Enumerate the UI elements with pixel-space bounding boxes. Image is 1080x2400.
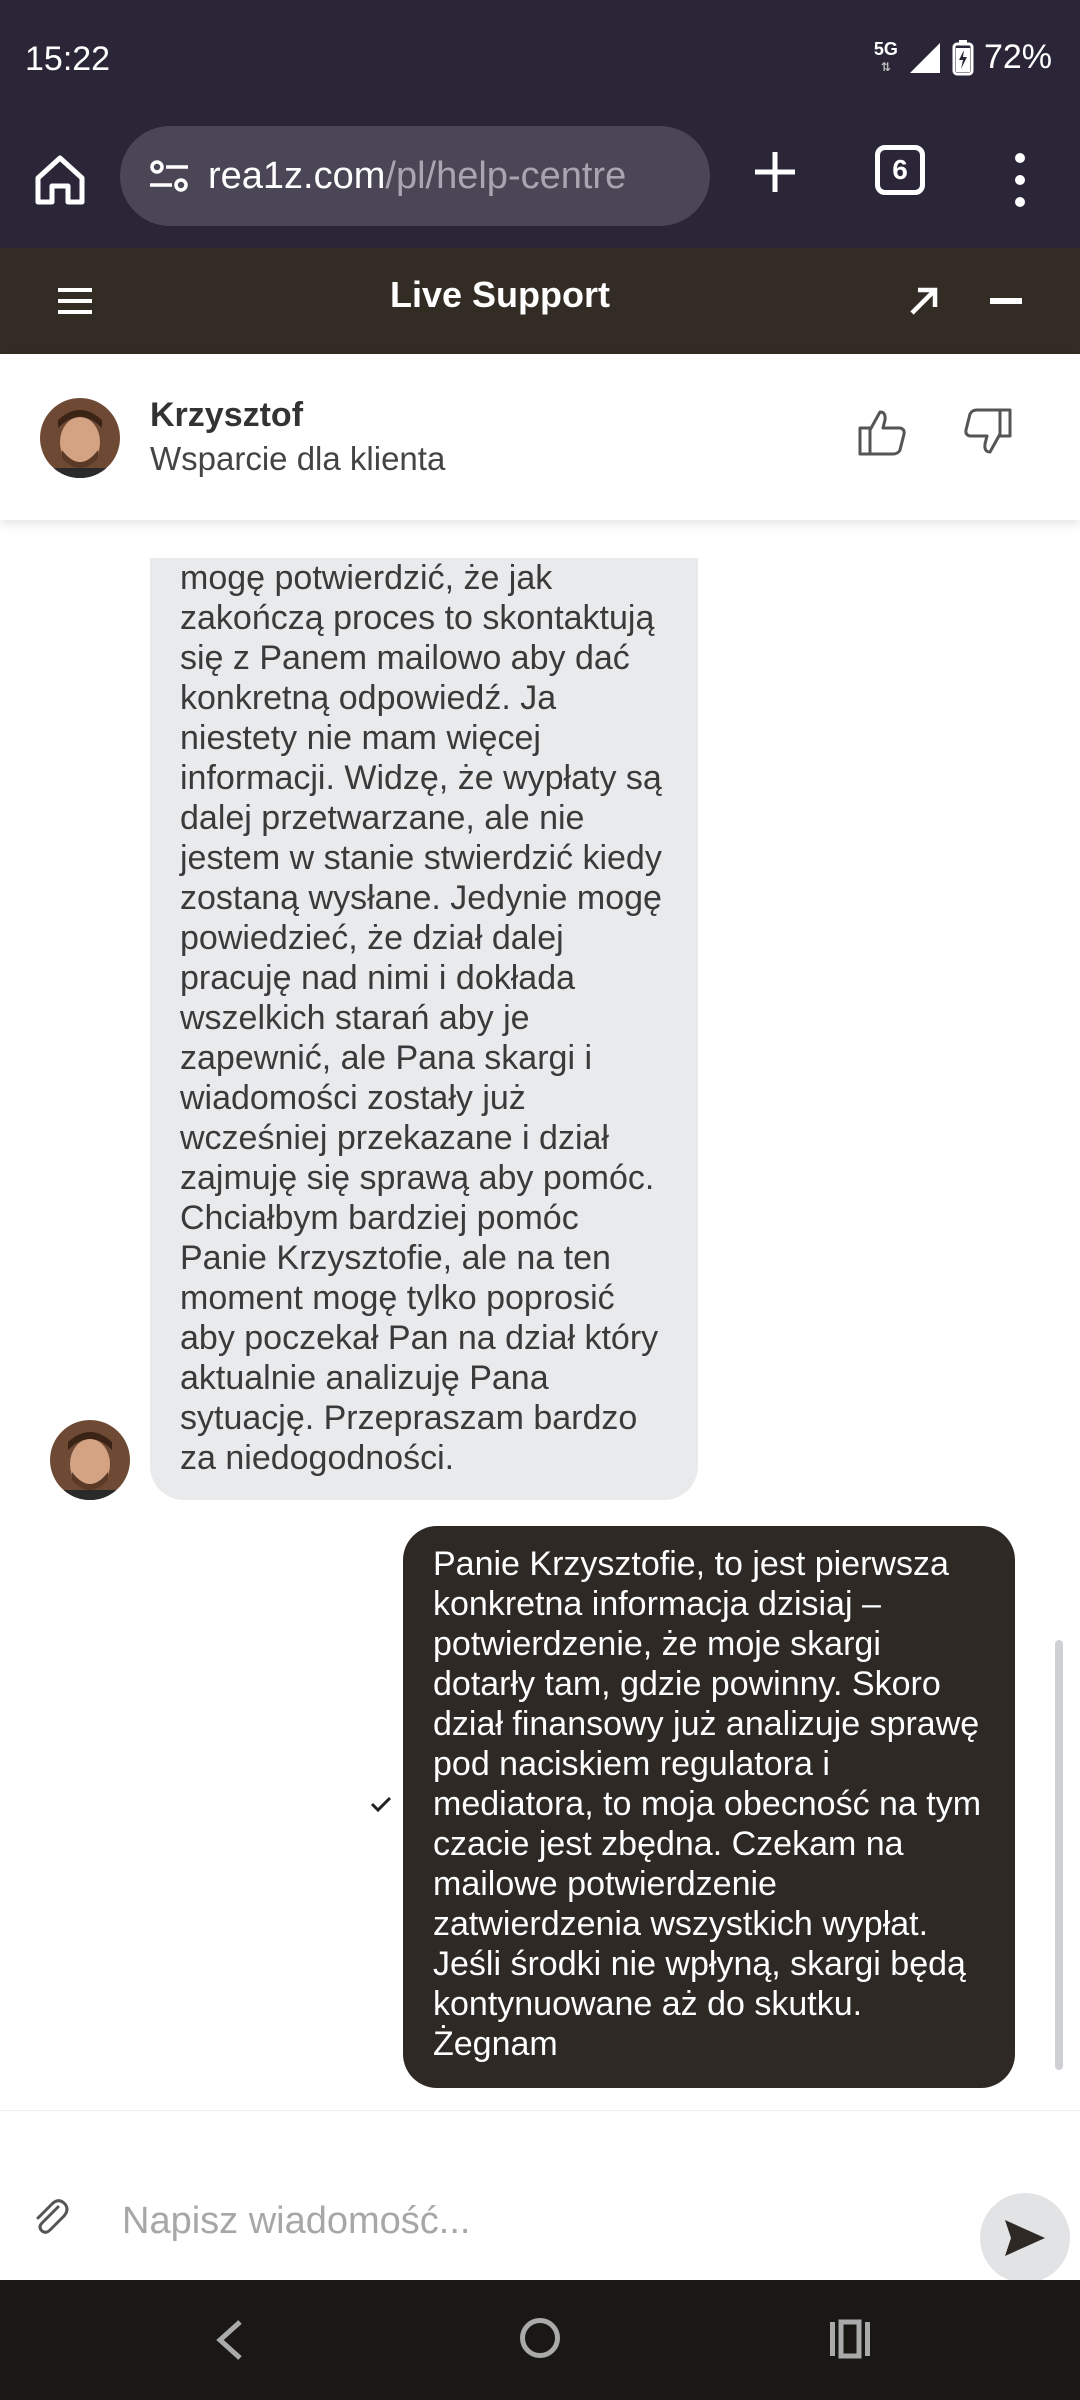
chat-messages[interactable] <box>0 520 1080 2110</box>
minimize-icon[interactable] <box>990 298 1022 304</box>
user-message-text: Panie Krzysztofie, to jest pierwsza konkretna informacja dzisiaj – potwierdzenie, że moje skargi dotarły tam, gdzie powinny. Skoro dział finansowy już analizuje sprawę pod naciskiem regulatora i mediatora, to moja obecność na tym czacie jest zbędna. Czekam na mailowe potwierdzenie zatwierdzenia wszystkich wypłat. Jeśli środki nie wpłyną, skargi będą kontynuowane aż do skutku. Żegnam <box>433 1545 982 2063</box>
address-bar[interactable] <box>120 126 710 226</box>
agent-message-text: mogę potwierdzić, że jak zakończą proces to skontaktują się z Panem mailowo aby dać konkretną odpowiedź. Ja niestety nie mam więcej informacji. Widzę, że wypłaty są dalej przetwarzane, ale nie jestem w stanie stwierdzić kiedy zostaną wysłane. Jedynie mogę powiedzieć, że dział dalej pracuję nad nimi i dokłada wszelkich starań aby je zapewnić, ale Pana skargi i wiadomości zostały już wcześniej przekazane i dział zajmuję się sprawą aby pomóc. Chciałbym bardziej pomóc Panie Krzysztofie, ale na ten moment mogę tylko poprosić aby poczekał Pan na dział który aktualnie analizuję Pana sytuację. Przepraszam bardzo za niedogodności. <box>180 559 662 1477</box>
url-domain: rea1z.com <box>208 154 386 197</box>
status-time: 15:22 <box>25 40 111 78</box>
status-bar <box>0 0 1080 120</box>
nav-back-icon[interactable] <box>210 2318 250 2362</box>
send-button[interactable] <box>980 2193 1070 2283</box>
nav-recent-icon[interactable] <box>828 2318 872 2360</box>
url-text[interactable] <box>208 155 626 198</box>
user-message-bubble <box>403 1526 1015 2088</box>
message-input[interactable] <box>122 2191 942 2251</box>
battery-icon <box>952 40 974 76</box>
signal-icon <box>908 41 942 75</box>
chat-scrollbar[interactable] <box>1055 1640 1063 2070</box>
site-settings-icon[interactable] <box>148 155 190 197</box>
agent-message-bubble <box>150 558 698 1500</box>
live-support-header <box>0 248 1080 354</box>
expand-icon[interactable] <box>906 283 942 319</box>
home-icon[interactable] <box>30 150 90 210</box>
check-icon <box>370 1795 392 1813</box>
plus-icon[interactable] <box>750 142 800 202</box>
agent-name: Krzysztof <box>150 396 304 434</box>
send-icon <box>1003 2218 1047 2258</box>
battery-level: 72% <box>983 38 1052 76</box>
agent-header <box>0 354 1080 520</box>
tabs-icon[interactable]: 6 <box>875 145 925 195</box>
paperclip-icon[interactable] <box>30 2197 70 2237</box>
browser-toolbar <box>0 120 1080 248</box>
nav-home-icon[interactable] <box>520 2318 560 2358</box>
thumbs-down-icon[interactable] <box>962 406 1014 458</box>
url-path: /pl/help-centre <box>385 154 627 197</box>
agent-message-avatar <box>50 1420 130 1500</box>
thumbs-up-icon[interactable] <box>856 406 908 458</box>
agent-role: Wsparcie dla klienta <box>150 440 446 477</box>
more-vert-icon[interactable] <box>1010 150 1030 210</box>
agent-avatar <box>40 398 120 478</box>
status-indicators <box>874 38 1052 77</box>
network-type: 5G ⇅ <box>873 38 898 74</box>
support-title: Live Support <box>389 274 610 315</box>
message-composer <box>0 2110 1080 2280</box>
system-nav-bar <box>0 2280 1080 2400</box>
